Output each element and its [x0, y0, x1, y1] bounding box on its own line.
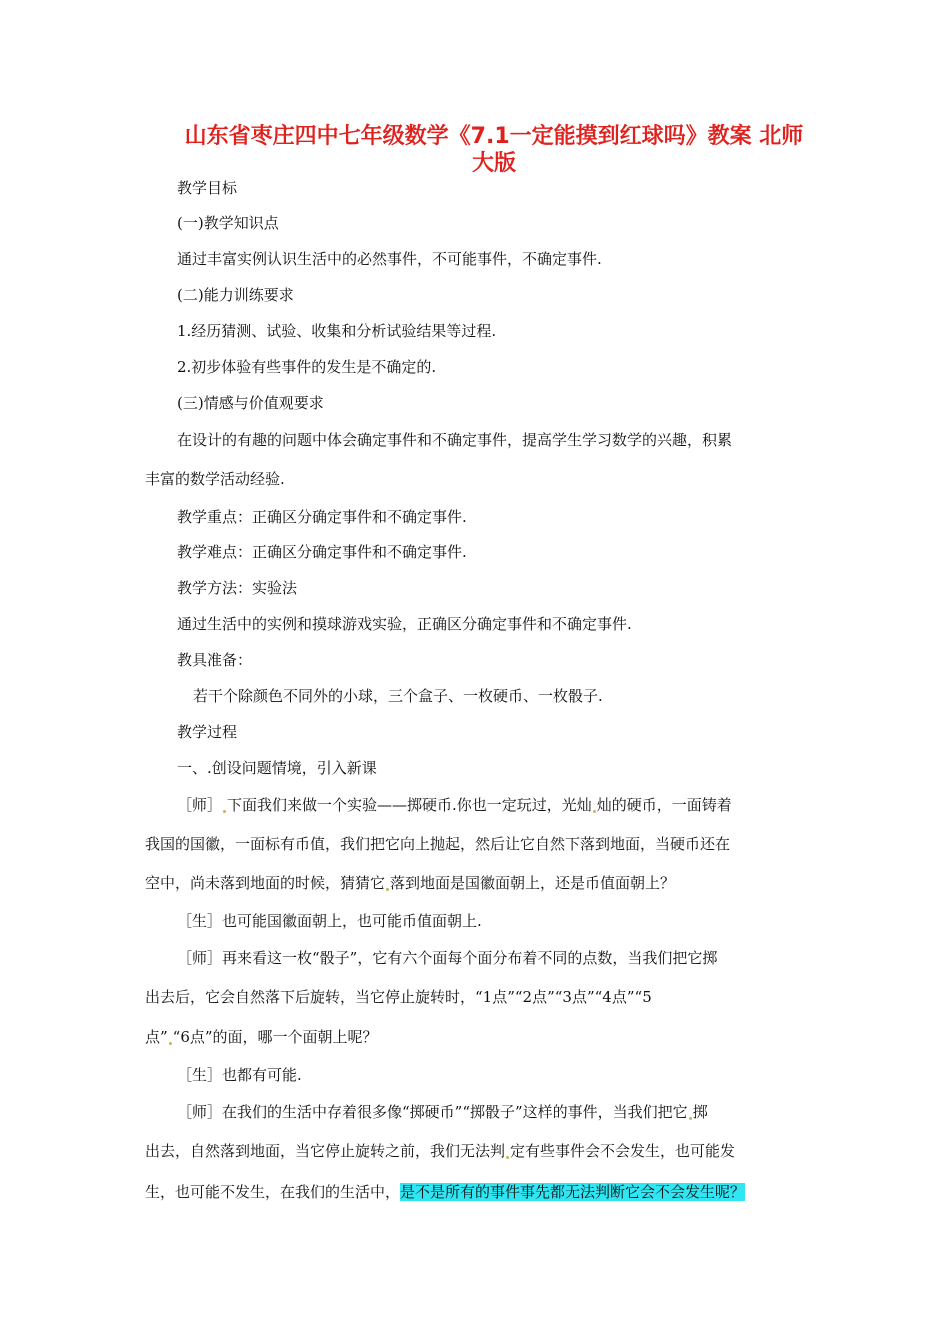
difficult-point: 教学难点：正确区分确定事件和不确定事件.: [177, 543, 467, 561]
text-span: 掷: [692, 1103, 708, 1121]
list-item-2: 2.初步体验有些事件的发生是不确定的.: [177, 358, 437, 376]
ink-dot-mark: [386, 888, 389, 891]
paragraph-values-line1: 在设计的有趣的问题中体会确定事件和不确定事件，提高学生学习数学的兴趣，积累: [177, 431, 733, 449]
teacher-paragraph-3-line1: [177, 1102, 708, 1122]
text-span: “6点”的面，哪一个面朝上呢？: [172, 1028, 378, 1046]
student-reply-1: ［生］也可能国徽面朝上，也可能币值面朝上.: [177, 912, 482, 930]
document-title-line1: 山东省枣庄四中七年级数学《7.1一定能摸到红球吗》教案 北师: [184, 124, 804, 149]
student-reply-2: ［生］也都有可能.: [177, 1066, 302, 1084]
teacher-paragraph-3-line3: [145, 1182, 745, 1202]
text-span: 生，也可能不发生，在我们的生活中，: [145, 1183, 401, 1201]
teacher-paragraph-3-line2: [145, 1141, 735, 1161]
text-span: ［师］在我们的生活中存着很多像“掷硬币”“掷骰子”这样的事件，当我们把它: [177, 1103, 688, 1121]
ink-dot-mark: [506, 1156, 509, 1159]
paragraph-knowledge: 通过丰富实例认识生活中的必然事件，不可能事件，不确定事件.: [177, 250, 602, 268]
text-span: 下面我们来做一个实验——掷硬币.你也一定玩过，光灿: [227, 796, 592, 814]
ink-dot-mark: [689, 1117, 692, 1120]
teacher-paragraph-2-line3: [145, 1027, 378, 1047]
text-span: ［师］: [177, 796, 223, 814]
subheading-values: (三)情感与价值观要求: [177, 394, 324, 412]
text-span: 灿的硬币，一面铸着: [596, 796, 732, 814]
list-item-1: 1.经历猜测、试验、收集和分析试验结果等过程.: [177, 322, 497, 340]
text-span: 出去，自然落到地面，当它停止旋转之前，我们无法判: [145, 1142, 506, 1160]
teacher-paragraph-2-line1: ［师］再来看这一枚“骰子”，它有六个面每个面分布着不同的点数，当我们把它掷: [177, 949, 718, 967]
ink-dot-mark: [223, 810, 226, 813]
teaching-aids-list: 若干个除颜色不同外的小球，三个盒子、一枚硬币、一枚骰子.: [193, 687, 603, 705]
heading-teaching-goals: 教学目标: [177, 179, 238, 197]
subheading-knowledge-points: (一)教学知识点: [177, 214, 279, 232]
teaching-aids-label: 教具准备：: [177, 651, 253, 669]
teacher-paragraph-1-line1: [177, 795, 732, 815]
teacher-paragraph-1-line2: 我国的国徽，一面标有币值，我们把它向上抛起，然后让它自然下落到地面，当硬币还在: [145, 835, 731, 853]
document-title-line2: 大版: [471, 151, 516, 176]
ink-dot-mark: [169, 1042, 172, 1045]
ink-dot-mark: [593, 810, 596, 813]
paragraph-method: 通过生活中的实例和摸球游戏实验，正确区分确定事件和不确定事件.: [177, 615, 632, 633]
subheading-ability: (二)能力训练要求: [177, 286, 294, 304]
teacher-paragraph-2-line2: 出去后，它会自然落下后旋转，当它停止旋转时，“1点”“2点”“3点”“4点”“5: [145, 988, 652, 1006]
text-span: 定有些事件会不会发生，也可能发: [510, 1142, 736, 1160]
text-span: 空中，尚未落到地面的时候，猜猜它: [145, 874, 386, 892]
paragraph-values-line2: 丰富的数学活动经验.: [145, 470, 285, 488]
text-span: 落到地面是国徽面朝上，还是币值面朝上？: [390, 874, 676, 892]
heading-teaching-process: 教学过程: [177, 723, 238, 741]
highlighted-question: 是不是所有的事件事先都无法判断它会不会发生呢？: [400, 1183, 746, 1201]
teacher-paragraph-1-line3: [145, 873, 675, 893]
text-span: 点”: [145, 1028, 168, 1046]
section-heading-one: 一、.创设问题情境，引入新课: [177, 759, 377, 777]
teaching-method: 教学方法：实验法: [177, 579, 298, 597]
key-point: 教学重点：正确区分确定事件和不确定事件.: [177, 508, 467, 526]
